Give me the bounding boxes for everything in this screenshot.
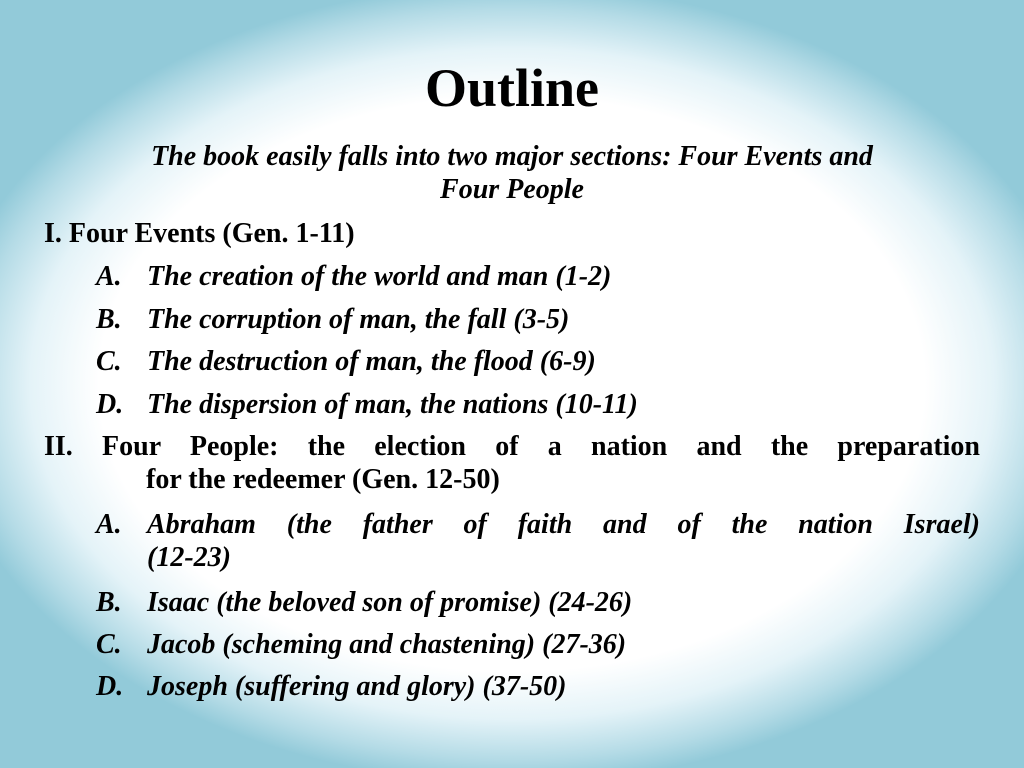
section-2-heading-line-1: II. Four People: the election of a nation and the preparation — [44, 431, 980, 462]
item-text-line-1: Abraham (the father of faith and of the nation Israel) — [147, 509, 980, 540]
item-letter: C. — [96, 346, 122, 377]
item-letter: B. — [96, 304, 122, 335]
item-text — [147, 508, 980, 574]
item-text: Joseph (suffering and glory) (37-50) — [147, 671, 567, 702]
item-text: The corruption of man, the fall (3-5) — [147, 304, 570, 335]
item-letter: B. — [96, 587, 122, 618]
item-letter: D. — [96, 389, 124, 420]
item-text: Jacob (scheming and chastening) (27-36) — [147, 629, 627, 660]
section-1-heading: I. Four Events (Gen. 1-11) — [44, 218, 355, 249]
item-text: The destruction of man, the flood (6-9) — [147, 346, 596, 377]
intro-line-1: The book easily falls into two major sections: Four Events and — [151, 141, 873, 172]
section-2-heading-line-2: for the redeemer (Gen. 12-50) — [146, 464, 500, 495]
list-item — [96, 260, 980, 293]
item-letter: A. — [96, 509, 122, 540]
list-item — [96, 508, 980, 574]
slide-title: Outline — [424, 58, 600, 118]
item-letter: D. — [96, 671, 124, 702]
list-item — [96, 303, 980, 336]
item-text: The creation of the world and man (1-2) — [147, 261, 612, 292]
section-2-heading — [44, 430, 980, 496]
list-item — [96, 628, 980, 661]
list-item — [96, 388, 980, 421]
item-text: The dispersion of man, the nations (10-11) — [147, 389, 638, 420]
list-item — [96, 345, 980, 378]
intro-line-2: Four People — [440, 174, 584, 205]
list-item — [96, 586, 980, 619]
item-text: Isaac (the beloved son of promise) (24-26) — [147, 587, 633, 618]
item-letter: A. — [96, 261, 122, 292]
item-text-line-2: (12-23) — [147, 542, 231, 573]
list-item — [96, 670, 980, 703]
item-letter: C. — [96, 629, 122, 660]
intro-text — [44, 140, 980, 206]
